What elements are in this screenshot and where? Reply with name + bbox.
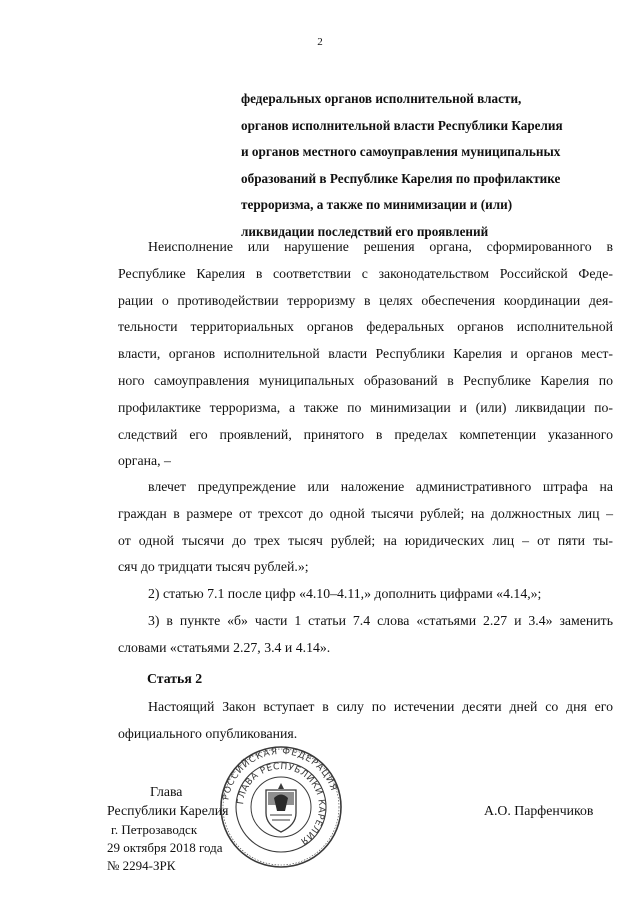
text-line: Настоящий Закон вступает в силу по истечении десяти дней со дня его xyxy=(148,699,613,714)
heading-line: ликвидации последствий его проявлений xyxy=(241,223,489,239)
law-number: № 2294-ЗРК xyxy=(107,858,176,873)
heading-line: и органов местного самоуправления муниципальных xyxy=(241,144,561,159)
text-line: власти, органов исполнительной власти Республики Карелия и органов мест- xyxy=(118,346,613,362)
amendment-item-2: 2) статью 7.1 после цифр «4.10–4.11,» дополнить цифрами «4.14,»; xyxy=(148,586,542,602)
signatory-title-line1: Глава xyxy=(150,784,183,799)
paragraph-penalty xyxy=(118,474,613,662)
signatory-title-line2: Республики Карелия xyxy=(107,803,229,818)
signatory-name: А.О. Парфенчиков xyxy=(484,803,594,818)
article-2-title: Статья 2 xyxy=(147,671,203,686)
paragraph-violation xyxy=(118,234,613,475)
signing-date: 29 октября 2018 года xyxy=(107,840,223,855)
text-line: Неисполнение или нарушение решения органа, сформированного в xyxy=(148,239,613,254)
text-line: официального опубликования. xyxy=(118,725,298,741)
text-line: словами «статьями 2.27, 3.4 и 4.14». xyxy=(118,639,331,655)
text-line: влечет предупреждение или наложение административного штрафа на xyxy=(148,479,613,494)
text-line: сяч до тридцати тысяч рублей.»; xyxy=(118,559,309,575)
text-line: тельности территориальных органов федеральных органов исполнительной xyxy=(118,319,613,335)
page-number: 2 xyxy=(317,36,323,48)
coat-of-arms-emblem xyxy=(266,783,296,832)
seal-outer-text: РОССИЙСКАЯ ФЕДЕРАЦИЯ xyxy=(221,746,339,801)
seal-inner-text: ГЛАВА РЕСПУБЛИКИ КАРЕЛИЯ xyxy=(236,761,327,846)
text-line: профилактике терроризма, а также по минимизации и (или) ликвидации по- xyxy=(118,399,613,415)
text-line: Республике Карелия в соответствии с законодательством Российской Феде- xyxy=(118,265,613,281)
text-line: граждан в размере от трехсот до одной тысячи рублей; на должностных лиц – xyxy=(118,505,613,521)
text-line: от одной тысячи до трех тысяч рублей; на юридических лиц – от пяти ты- xyxy=(118,532,613,548)
heading-line: федеральных органов исполнительной власти, xyxy=(241,91,522,106)
heading-line: образований в Республике Карелия по профилактике xyxy=(241,170,561,186)
text-line: рации о противодействии терроризму в целях обеспечения координации дея- xyxy=(118,292,613,308)
official-seal-stamp xyxy=(219,745,343,869)
text-line: ного самоуправления муниципальных образований в Республике Карелия по xyxy=(118,372,613,388)
heading-line: терроризма, а также по минимизации и (или) xyxy=(241,197,513,212)
place-of-signing: г. Петрозаводск xyxy=(111,822,198,837)
amendment-item-3: 3) в пункте «б» части 1 статьи 7.4 слова «статьями 2.27 и 3.4» заменить xyxy=(148,612,613,628)
heading-line: органов исполнительной власти Республики Карелия xyxy=(241,117,563,133)
law-title-continuation xyxy=(241,86,586,245)
text-line: следствий его проявлений, принятого в пределах компетенции указанного xyxy=(118,426,613,442)
article-2-text xyxy=(118,694,613,748)
text-line: органа, – xyxy=(118,453,171,469)
